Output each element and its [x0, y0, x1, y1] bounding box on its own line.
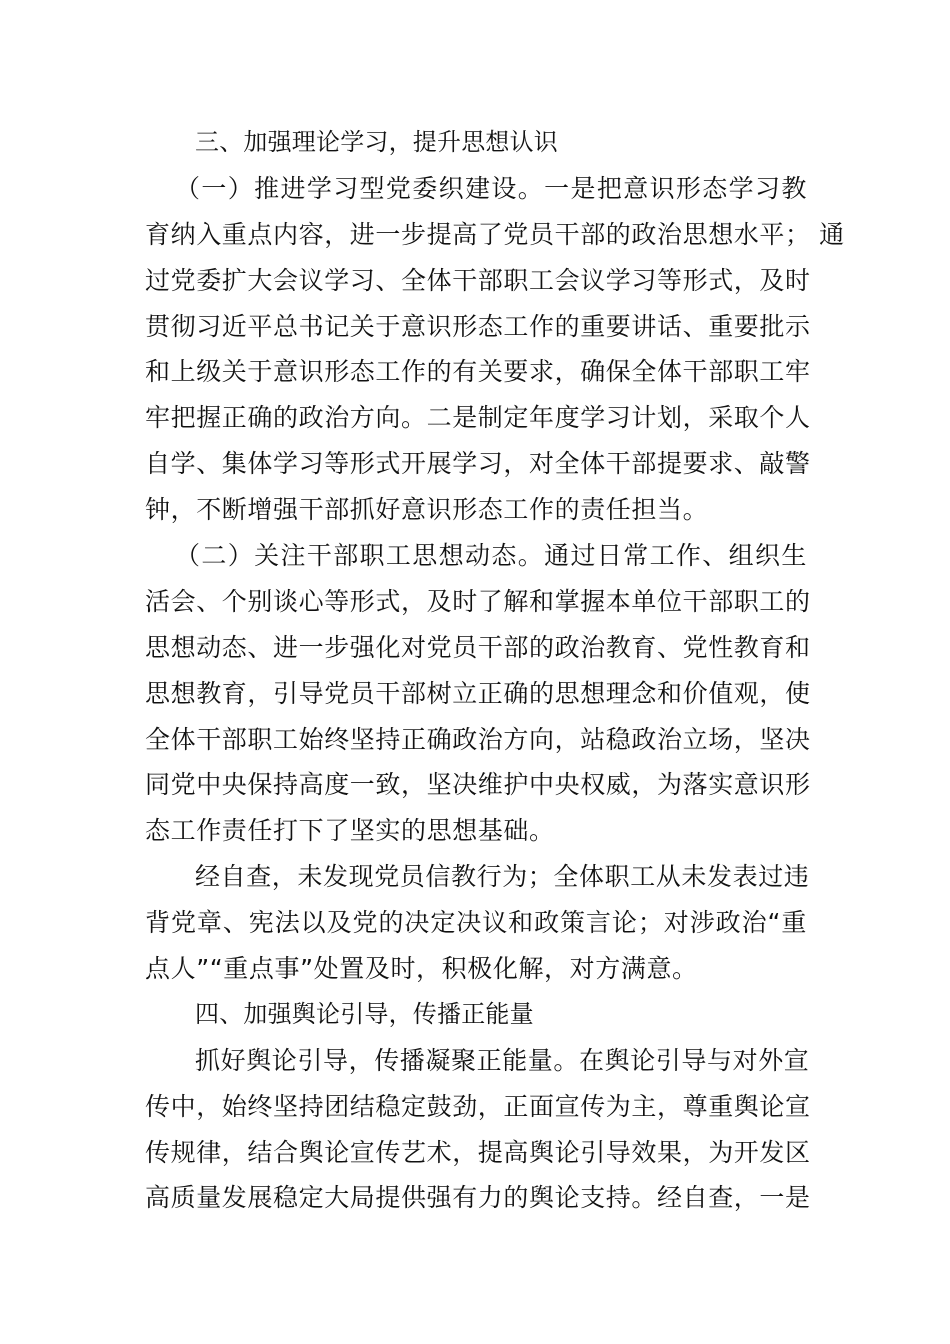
section-heading-4: 四、加强舆论引导，传播正能量 — [195, 999, 534, 1028]
document-page — [145, 120, 845, 1221]
paragraph-line: 点人”“重点事”处置及时，积极化解，对方满意。 — [145, 954, 698, 984]
paragraph-line: 传规律，结合舆论宣传艺术，提高舆论引导效果，为开发区 — [145, 1137, 811, 1167]
paragraph-line: 态工作责任打下了坚实的思想基础。 — [145, 816, 555, 846]
section-heading-3: 三、加强理论学习，提升思想认识 — [195, 128, 558, 156]
paragraph-line: 活会、个别谈心等形式，及时了解和掌握本单位干部职工的 — [145, 586, 811, 616]
paragraph-line: 牢把握正确的政治方向。二是制定年度学习计划，采取个人 — [145, 403, 811, 433]
paragraph-line: 经自查，未发现党员信教行为；全体职工从未发表过违 — [195, 862, 810, 892]
paragraph-line: 思想动态、进一步强化对党员干部的政治教育、党性教育和 — [145, 632, 811, 662]
paragraph-line: 钟，不断增强干部抓好意识形态工作的责任担当。 — [145, 495, 709, 525]
paragraph-line: （一）推进学习型党委织建设。一是把意识形态学习教 — [175, 173, 807, 203]
paragraph-line: 思想教育，引导党员干部树立正确的思想理念和价值观，使 — [145, 678, 811, 708]
paragraph-line: 和上级关于意识形态工作的有关要求，确保全体干部职工牢 — [145, 357, 811, 387]
paragraph-line: 高质量发展稳定大局提供强有力的舆论支持。经自查，一是 — [145, 1183, 811, 1213]
paragraph-line: （二）关注干部职工思想动态。通过日常工作、组织生 — [175, 541, 807, 571]
paragraph-line: 贯彻习近平总书记关于意识形态工作的重要讲话、重要批示 — [145, 311, 811, 341]
paragraph-line: 抓好舆论引导，传播凝聚正能量。在舆论引导与对外宣 — [195, 1045, 810, 1075]
paragraph-line: 过党委扩大会议学习、全体干部职工会议学习等形式，及时 — [145, 265, 811, 295]
paragraph-line: 背党章、宪法以及党的决定决议和政策言论；对涉政治“重 — [145, 908, 807, 938]
paragraph-line: 传中，始终坚持团结稳定鼓劲，正面宣传为主，尊重舆论宣 — [145, 1091, 811, 1121]
paragraph-line: 育纳入重点内容，进一步提高了党员干部的政治思想水平； 通 — [145, 219, 845, 249]
paragraph-line: 自学、集体学习等形式开展学习，对全体干部提要求、敲警 — [145, 449, 811, 479]
paragraph-line: 全体干部职工始终坚持正确政治方向，站稳政治立场，坚决 — [145, 724, 811, 754]
paragraph-line: 同党中央保持高度一致，坚决维护中央权威，为落实意识形 — [145, 770, 811, 800]
